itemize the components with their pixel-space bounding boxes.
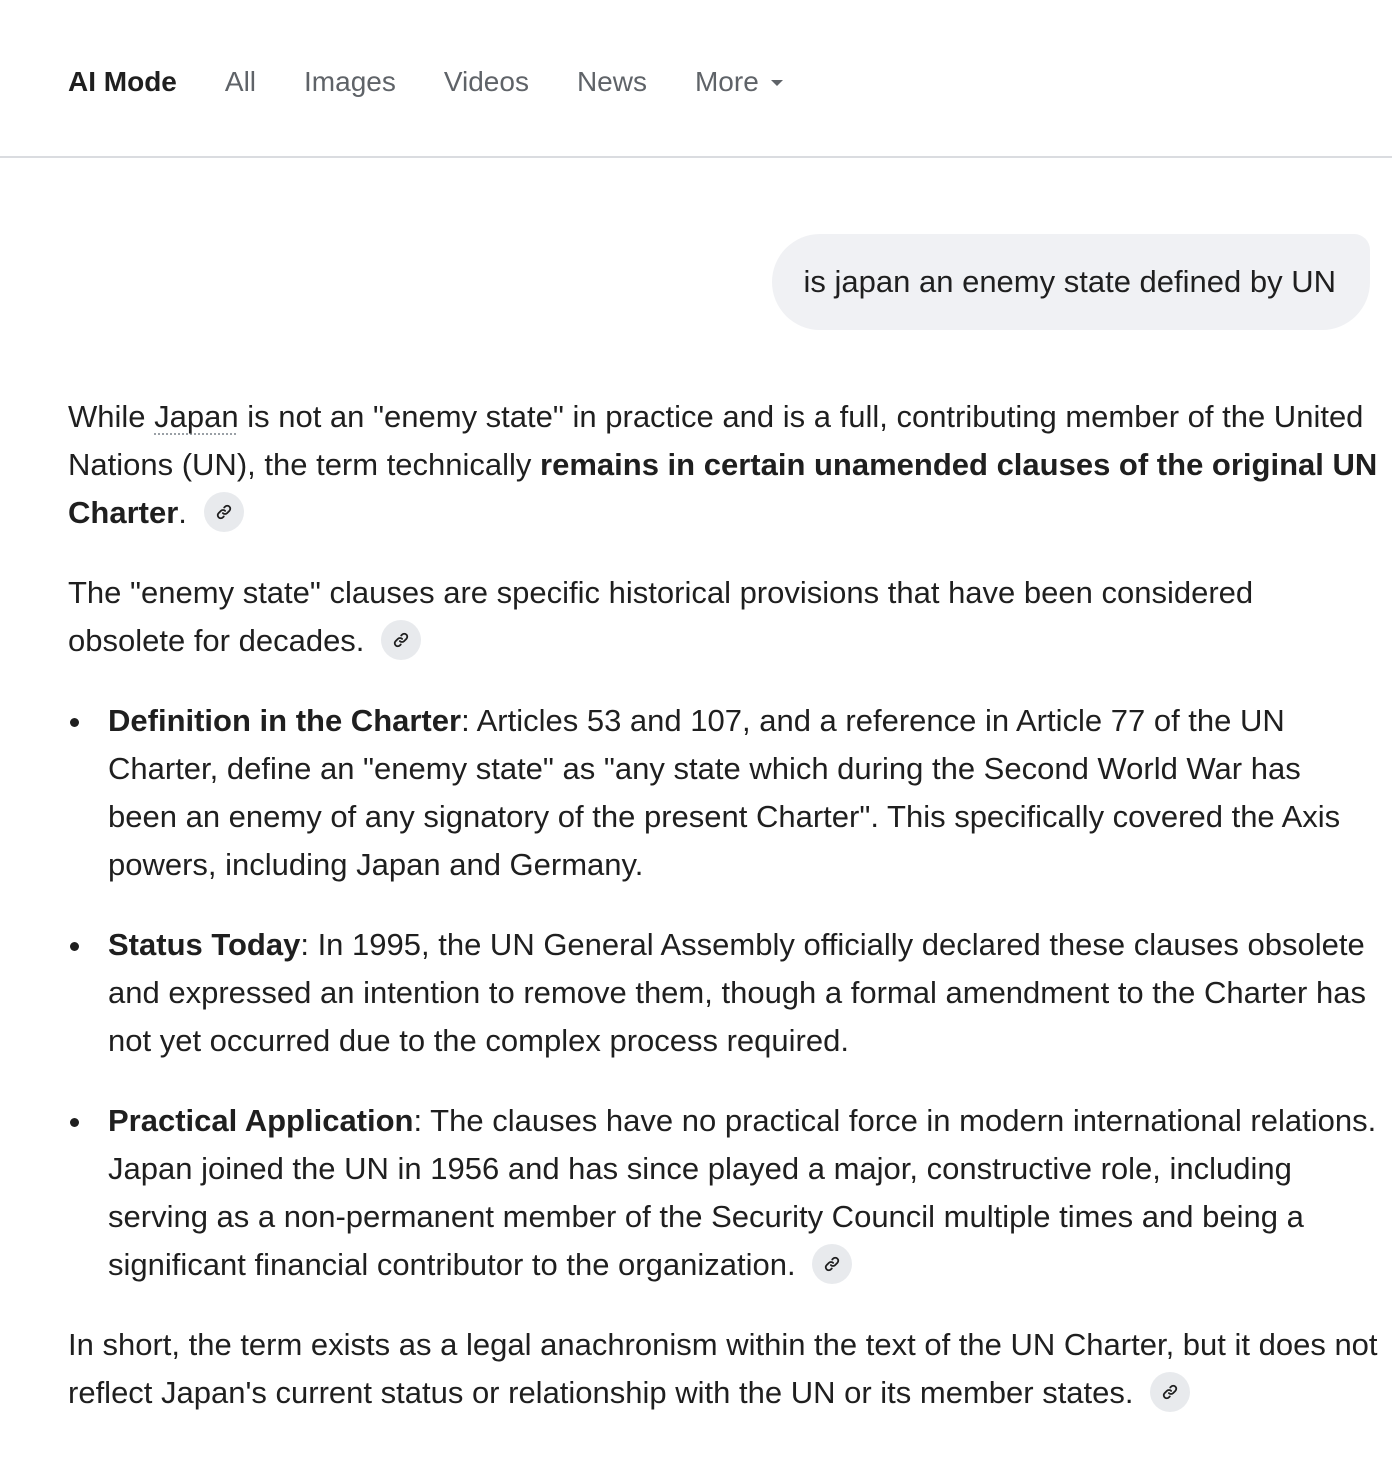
bullet-title: Definition in the Charter bbox=[108, 703, 462, 738]
link-icon bbox=[215, 503, 233, 521]
link-icon bbox=[823, 1255, 841, 1273]
caret-down-icon bbox=[771, 80, 783, 86]
paragraph-2-text: The "enemy state" clauses are specific historical provisions that have been considered obsolete for decades. bbox=[68, 575, 1254, 658]
intro-bold-text: remains in certain unamended clauses of the original UN Charter bbox=[68, 447, 1378, 530]
list-item bbox=[108, 1097, 1378, 1289]
intro-text-3: . bbox=[178, 495, 187, 530]
ai-answer bbox=[68, 393, 1378, 1449]
list-item bbox=[108, 921, 1378, 1065]
bullet-title: Practical Application bbox=[108, 1103, 414, 1138]
tab-all[interactable]: All bbox=[224, 66, 257, 97]
tab-ai-mode[interactable]: AI Mode bbox=[68, 66, 177, 97]
answer-paragraph-2 bbox=[68, 569, 1378, 665]
tab-images[interactable]: Images bbox=[304, 66, 396, 97]
tab-news[interactable]: News bbox=[576, 66, 647, 97]
bullet-text: : The clauses have no practical force in modern international relations. Japan joined the UN in 1956 and has since played a major, constructive role, including serving as a non-permanent member of the Security Council multiple times and being a significant financial contributor to the organization. bbox=[108, 1103, 1377, 1282]
entity-link-japan[interactable]: Japan bbox=[154, 399, 239, 434]
bullet-text: : In 1995, the UN General Assembly officially declared these clauses obsolete and expressed an intention to remove them, though a formal amendment to the Charter has not yet occurred due to the complex process required. bbox=[108, 927, 1366, 1058]
bullet-title: Status Today bbox=[108, 927, 301, 962]
list-item bbox=[108, 697, 1378, 889]
top-navigation bbox=[0, 0, 1392, 158]
conclusion-text: In short, the term exists as a legal anachronism within the text of the UN Charter, but it does not reflect Japan's current status or relationship with the UN or its member states. bbox=[68, 1327, 1378, 1410]
search-mode-tabs bbox=[68, 62, 831, 102]
source-link-button[interactable] bbox=[1150, 1372, 1190, 1412]
user-query-text: is japan an enemy state defined by UN bbox=[803, 264, 1336, 299]
answer-intro-paragraph bbox=[68, 393, 1378, 537]
link-icon bbox=[1161, 1383, 1179, 1401]
answer-conclusion bbox=[68, 1321, 1378, 1417]
user-query-bubble bbox=[772, 234, 1370, 330]
tab-more[interactable] bbox=[695, 62, 783, 102]
intro-text-2: is not an "enemy state" in practice and is a full, contributing member of the United Nations (UN), the term technically bbox=[68, 399, 1364, 482]
source-link-button[interactable] bbox=[204, 492, 244, 532]
tab-more-label: More bbox=[694, 66, 759, 97]
answer-bullet-list bbox=[68, 697, 1378, 1289]
bullet-text: : Articles 53 and 107, and a reference in Article 77 of the UN Charter, define an "enemy state" as "any state which during the Second World War has been an enemy of any signatory of the present Charter". This specifically covered the Axis powers, including Japan and Germany. bbox=[108, 703, 1341, 882]
link-icon bbox=[392, 631, 410, 649]
source-link-button[interactable] bbox=[812, 1244, 852, 1284]
tab-videos[interactable]: Videos bbox=[443, 66, 529, 97]
intro-text-1: While bbox=[68, 399, 155, 434]
source-link-button[interactable] bbox=[381, 620, 421, 660]
